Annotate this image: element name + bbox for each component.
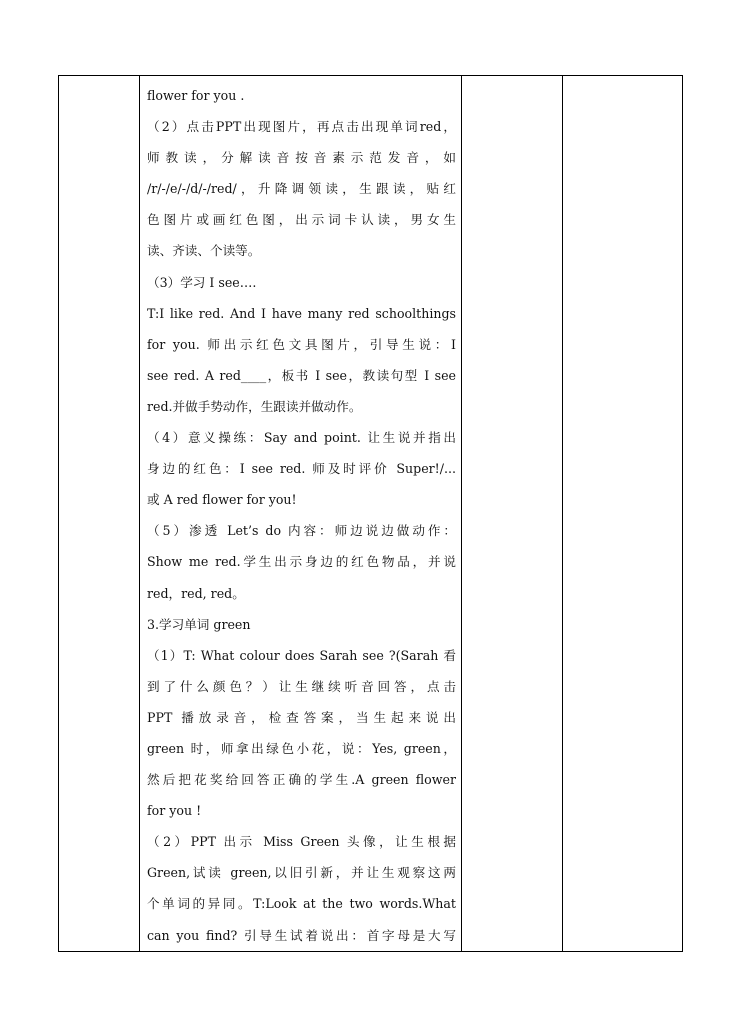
text-line: 个单词的异同。T:Look at the two words.What [147,896,456,912]
lesson-plan-table [58,75,683,952]
text-line: Green,试读 green,以旧引新，并让生观察这两 [147,865,456,881]
empty-cell-middle [462,76,563,952]
text-line: flower for you . [147,88,245,103]
teaching-process-cell [140,76,462,952]
text-line: （1）T: What colour does Sarah see ?(Sarah 看 [147,647,456,663]
text-line: for you ! [147,803,202,819]
text-line: 读、齐读、个读等。 [147,243,261,259]
text-line: 色图片或画红色图，出示词卡认读，男女生 [147,212,456,228]
empty-cell-right [563,76,683,952]
text-line: 3.学习单词 green [147,616,251,632]
text-line: （5）渗透 Let’s do 内容：师边说边做动作： [147,523,456,539]
text-line: 或 A red flower for you! [147,492,297,508]
text-line: green 时，师拿出绿色小花，说：Yes, green， [147,740,456,756]
text-line: PPT 播放录音，检查答案，当生起来说出 [147,709,456,725]
table-row [59,76,683,952]
text-line: 师教读，分解读音按音素示范发音，如 [147,150,456,166]
text-line: 身边的红色：I see red. 师及时评价 Super!/... [147,461,456,477]
text-line: 然后把花奖给回答正确的学生.A green flower [147,772,456,788]
text-line: （4）意义操练：Say and point. 让生说并指出 [147,430,456,446]
teaching-process-text [140,76,461,951]
text-line: red，red, red。 [147,585,245,601]
text-line: 到了什么颜色？）让生继续听音回答，点击 [147,678,456,694]
text-line: T:I like red. And I have many red schoolthings [147,305,456,321]
text-line: red.并做手势动作，生跟读并做动作。 [147,398,362,414]
text-line: see red. A red____，板书 I see，教读句型 I see [147,367,456,383]
text-line: （2）点击PPT出现图片，再点击出现单词red， [147,119,456,135]
text-line: Show me red.学生出示身边的红色物品，并说 [147,554,456,570]
text-line: /r/-/e/-/d/-/red/，升降调领读，生跟读，贴红 [147,181,456,197]
text-line: can you find? 引导生试着说出：首字母是大写 [147,927,456,943]
text-line: （2）PPT 出示 Miss Green 头像，让生根据 [147,834,456,850]
empty-cell-left [59,76,140,952]
text-line: for you. 师出示红色文具图片，引导生说：I [147,336,456,352]
text-line: （3）学习 I see…. [147,274,257,290]
